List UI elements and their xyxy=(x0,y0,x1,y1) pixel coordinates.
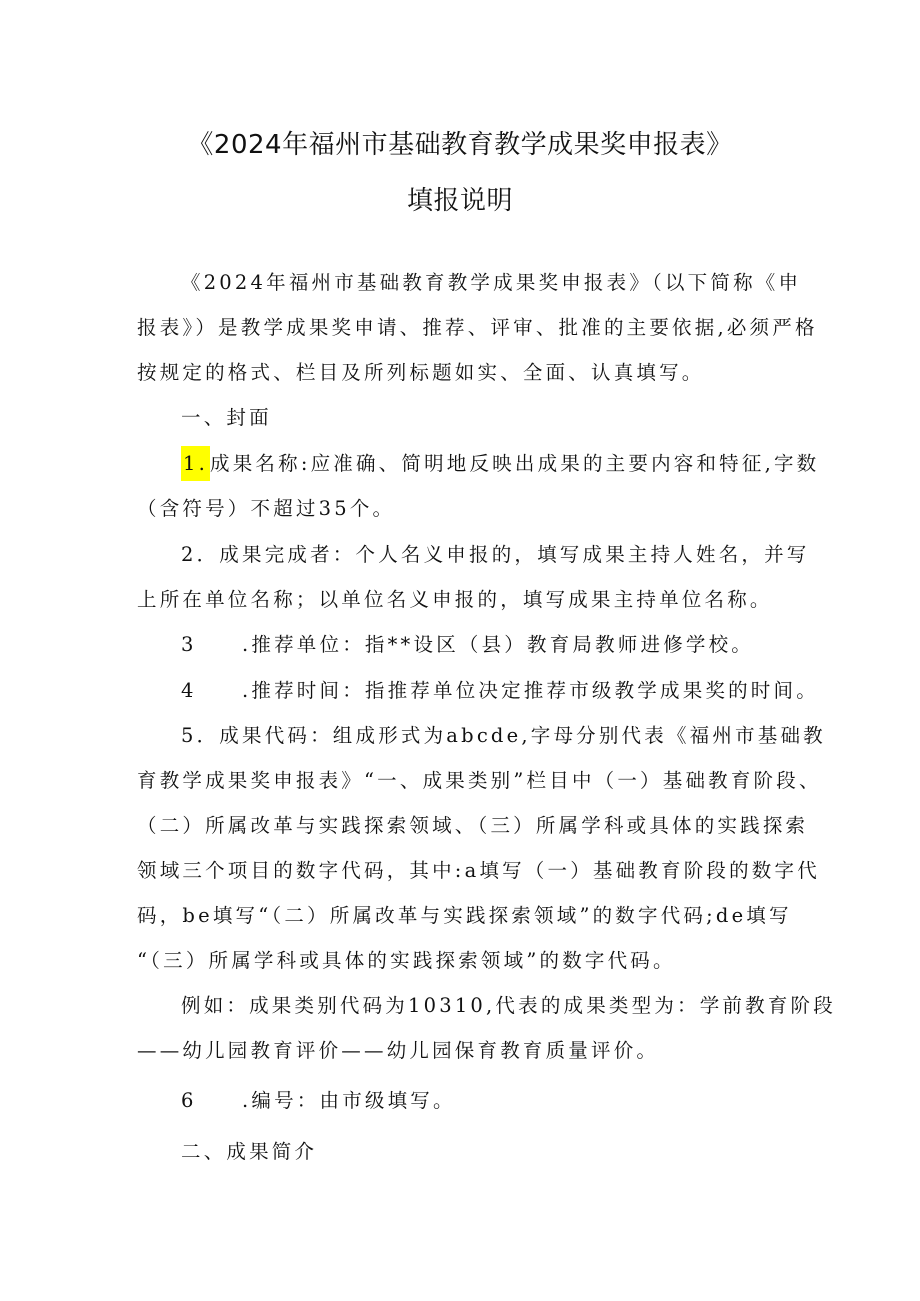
item-5-line: 育教学成果奖申报表》“一、成果类别”栏目中（一）基础教育阶段、 xyxy=(137,769,822,792)
item-5-line: 码，be填写“（二）所属改革与实践探索领域”的数字代码;de填写 xyxy=(137,904,792,927)
example-line: ——幼儿园教育评价——幼儿园保育教育质量评价。 xyxy=(137,1039,660,1062)
intro-line: 《2024年福州市基础教育教学成果奖申报表》（以下简称《申 xyxy=(181,271,802,294)
item-2-line: 2．成果完成者：个人名义申报的，填写成果主持人姓名，并写 xyxy=(181,543,810,566)
intro-line: 按规定的格式、栏目及所列标题如实、全面、认真填写。 xyxy=(137,361,705,384)
item-5-line: “（三）所属学科或具体的实践探索领域”的数字代码。 xyxy=(137,949,676,972)
item-1-line: （含符号）不超过35个。 xyxy=(137,497,396,520)
section-heading-cover: 一、封面 xyxy=(181,406,272,429)
document-title: 《2024年福州市基础教育教学成果奖申报表》 xyxy=(187,130,733,160)
item-5-line: （二）所属改革与实践探索领域、（三）所属学科或具体的实践探索 xyxy=(137,814,809,837)
item-3-line: 3 .推荐单位：指**设区（县）教育局教师进修学校。 xyxy=(181,633,755,656)
item-1-number-highlight: 1. xyxy=(181,446,210,481)
item-5-line: 领域三个项目的数字代码，其中:a填写（一）基础教育阶段的数字代 xyxy=(137,859,820,882)
item-6-line: 6 .编号：由市级填写。 xyxy=(181,1089,456,1112)
item-5-line: 5．成果代码：组成形式为abcde,字母分别代表《福州市基础教 xyxy=(181,724,826,747)
intro-line: 报表》）是教学成果奖申请、推荐、评审、批准的主要依据,必须严格 xyxy=(137,316,818,339)
example-line: 例如：成果类别代码为10310,代表的成果类型为：学前教育阶段 xyxy=(181,994,836,1017)
item-1-text: 成果名称:应准确、简明地反映出成果的主要内容和特征,字数 xyxy=(210,452,820,475)
item-4-line: 4 .推荐时间：指推荐单位决定推荐市级教学成果奖的时间。 xyxy=(181,679,819,702)
item-1-line xyxy=(181,449,819,479)
section-heading-summary: 二、成果简介 xyxy=(181,1140,318,1163)
item-2-line: 上所在单位名称；以单位名义申报的，填写成果主持单位名称。 xyxy=(137,588,773,611)
document-subtitle: 填报说明 xyxy=(406,186,513,216)
